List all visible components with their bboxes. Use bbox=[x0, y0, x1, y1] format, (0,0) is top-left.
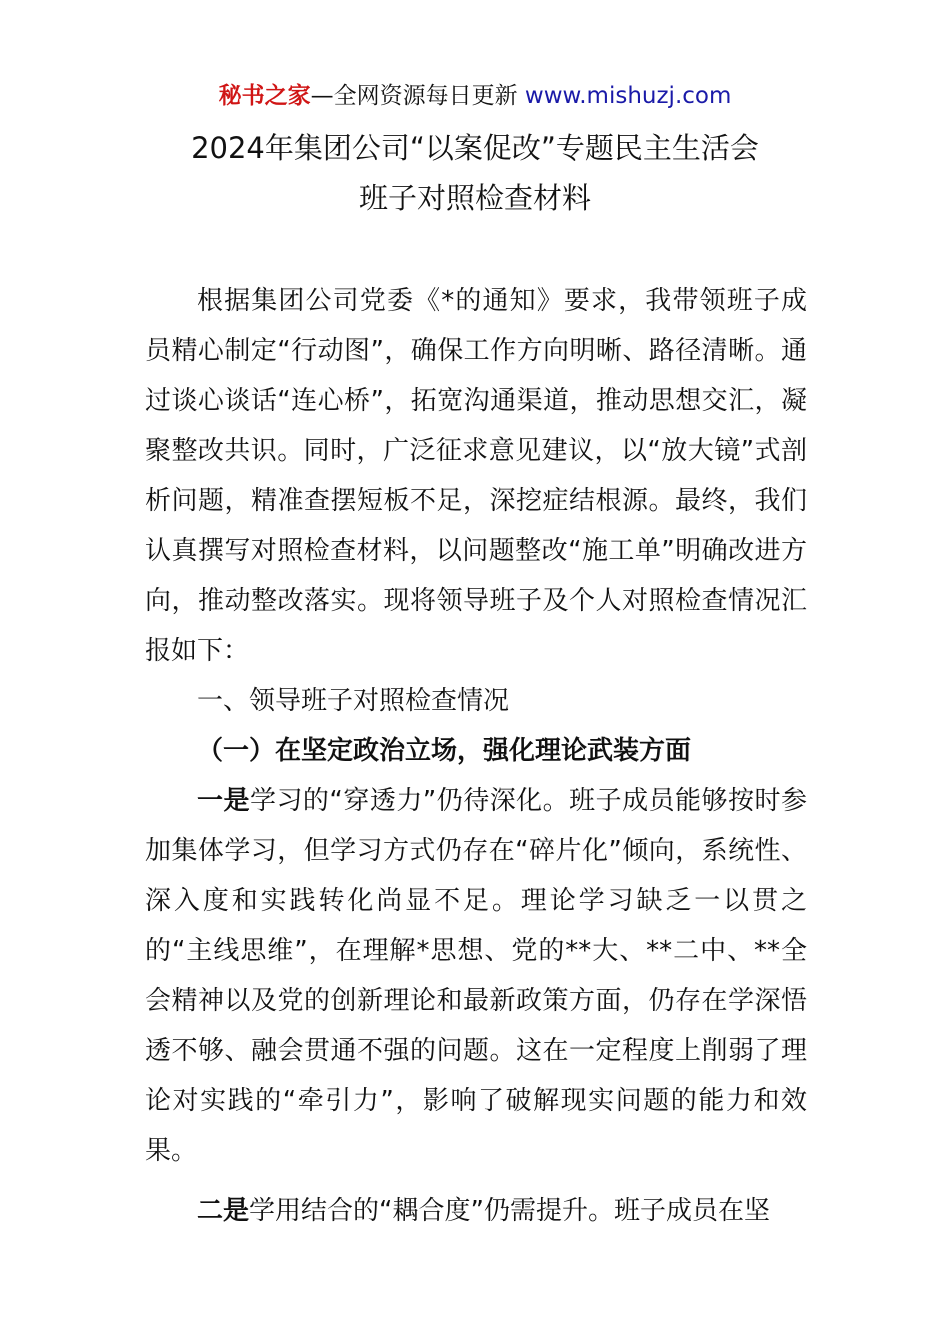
point-2-text: 学用结合的“耦合度”仍需提升。班子成员在坚 bbox=[249, 1196, 770, 1226]
section-heading: 一、领导班子对照检查情况 bbox=[197, 686, 510, 716]
paragraph-gap bbox=[145, 1176, 807, 1186]
point-1-lead: 一是 bbox=[197, 786, 250, 816]
document-title-line-1: 2024年集团公司“以案促改”专题民主生活会 bbox=[191, 131, 759, 165]
brand-name: 秘书之家 bbox=[218, 83, 311, 109]
point-2-lead: 二是 bbox=[197, 1196, 250, 1226]
point-paragraph-2 bbox=[145, 1186, 807, 1236]
subsection-heading: （一）在坚定政治立场，强化理论武装方面 bbox=[197, 736, 692, 766]
site-url-link[interactable]: www.mishuzj.com bbox=[524, 83, 732, 109]
document-body bbox=[145, 276, 807, 1236]
document-title-line-2: 班子对照检查材料 bbox=[358, 181, 591, 215]
point-paragraph-1 bbox=[145, 776, 807, 1176]
point-1-text: 学习的“穿透力”仍待深化。班子成员能够按时参加集体学习，但学习方式仍存在“碎片化”倾向，系统性、深入度和实践转化尚显不足。理论学习缺乏一以贯之的“主线思维”，在理解*思想、党的**大、**二中、**全会精神以及党的创新理论和最新政策方面，仍存在学深悟透不够、融会贯通不强的问题。这在一定程度上削弱了理论对实践的“牵引力”，影响了破解现实问题的能力和效果。 bbox=[145, 786, 807, 1166]
site-header bbox=[0, 80, 950, 112]
intro-paragraph: 根据集团公司党委《*的通知》要求，我带领班子成员精心制定“行动图”，确保工作方向明晰、路径清晰。通过谈心谈话“连心桥”，拓宽沟通渠道，推动思想交汇，凝聚整改共识。同时，广泛征求意见建议，以“放大镜”式剖析问题，精准查摆短板不足，深挖症结根源。最终，我们认真撰写对照检查材料，以问题整改“施工单”明确改进方向，推动整改落实。现将领导班子及个人对照检查情况汇报如下： bbox=[145, 286, 807, 666]
header-tagline: —全网资源每日更新 bbox=[310, 83, 525, 109]
